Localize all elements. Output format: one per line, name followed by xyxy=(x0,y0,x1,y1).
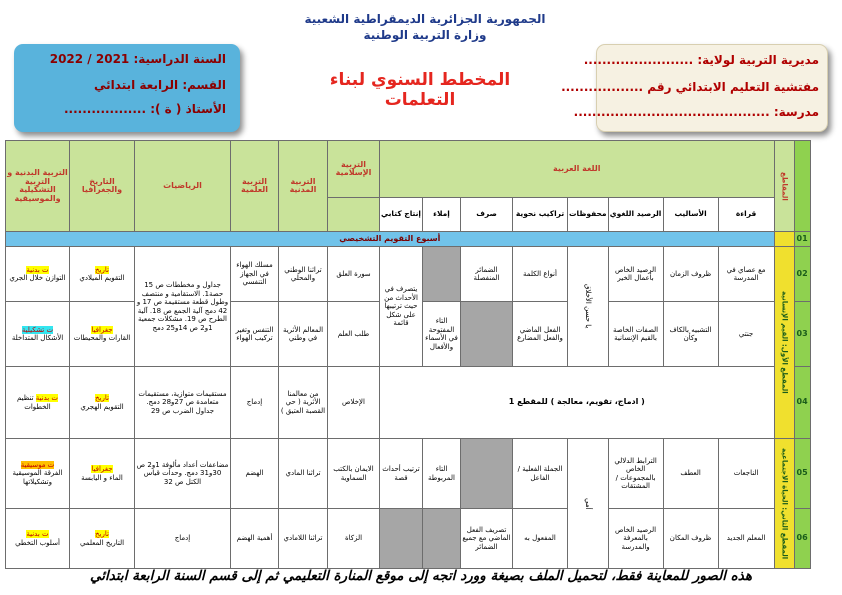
week-04-row xyxy=(6,367,811,439)
col-header-hist-geo: التاريخ والجغرافيا xyxy=(70,141,135,232)
hist-geo-cell xyxy=(70,302,135,367)
styles-cell: ظروف الزمان xyxy=(663,247,718,302)
inspectorate-line: مفتشية التعليم الابتدائي رقم .................. xyxy=(561,80,819,94)
pe-cell xyxy=(6,367,70,439)
week-number: 04 xyxy=(794,367,810,439)
reading-cell: جنتي xyxy=(718,302,774,367)
sub-header-syntax: تراكيب نحوية xyxy=(513,198,568,232)
pe-tag: ت بدنية xyxy=(35,394,59,402)
sub-header-reading: قراءة xyxy=(718,198,774,232)
islamic-cell: طلب العلم xyxy=(328,302,380,367)
math-cell: إدماج xyxy=(135,509,231,569)
morph-cell-empty xyxy=(461,439,513,509)
week-header-cell xyxy=(794,141,810,232)
sub-header-writing: إنتاج كتابي xyxy=(380,198,423,232)
school-info-box xyxy=(561,44,828,132)
writing-cell: يتصرف في الأحداث من حيث ترتيبها على شكل قائمة xyxy=(380,247,423,367)
reading-cell: الناجعات xyxy=(718,439,774,509)
islamic-cell: الإخلاص xyxy=(328,367,380,439)
directorate-line: مديرية التربية لولاية: ........................ xyxy=(583,53,819,67)
week-01-row xyxy=(6,232,811,247)
writing-cell: ترتيب أحداث قصة xyxy=(380,439,423,509)
vocab-cell: الرصيد الخاص بأعمال الخير xyxy=(608,247,663,302)
science-cell: مسلك الهواء في الجهاز التنفسي xyxy=(231,247,279,302)
col-header-civic: التربية المدنية xyxy=(279,141,328,232)
week-number: 01 xyxy=(794,232,810,247)
morph-cell: الضمائر المنفصلة xyxy=(461,247,513,302)
morph-cell: تصريف الفعل الماضي مع جميع الضمائر xyxy=(461,509,513,569)
segment-blank-01 xyxy=(774,232,794,247)
pe-topic: أسلوب التخطي xyxy=(15,538,60,547)
hist-geo-cell xyxy=(70,367,135,439)
teacher-line: الأستاذ ( ة ): .................. xyxy=(63,102,226,116)
pe-tag: ت بدنية xyxy=(26,530,49,538)
week-number: 06 xyxy=(794,509,810,569)
integration-cell: ( ادماج، تقويم، معالجة ) للمقطع 1 xyxy=(380,367,775,439)
pe-tag: ت تشكيلية xyxy=(21,325,54,334)
hist-geo-topic: القارات والمحيطات xyxy=(73,334,131,342)
week-number: 02 xyxy=(794,247,810,302)
col-header-science: التربية العلمية xyxy=(231,141,279,232)
syntax-cell: الجملة الفعلية / الفاعل xyxy=(513,439,568,509)
syntax-cell: المفعول به xyxy=(513,509,568,569)
pe-cell xyxy=(6,247,70,302)
vocab-cell: الصفات الخاصة بالقيم الإنسانية xyxy=(608,302,663,367)
science-cell: أهمية الهضم xyxy=(231,509,279,569)
page-title: المخطط السنوي لبناء التعلمات xyxy=(329,70,511,110)
pe-topic: التوازن خلال الجري xyxy=(9,274,66,282)
pe-tag: ت بدنية xyxy=(26,265,49,274)
school-line: مدرسة: ........................................... xyxy=(573,105,819,119)
pe-topic: تنظيم الخطوات xyxy=(16,394,51,411)
republic-heading: الجمهورية الجزائرية الديمقراطية الشعبية xyxy=(304,12,546,26)
memorize-cell: أمي xyxy=(568,439,609,569)
hist-geo-cell xyxy=(70,247,135,302)
civic-cell: تراثنا اللامادي xyxy=(279,509,328,569)
preview-notice-footer: هذه الصور للمعاينة فقط، لتحميل الملف بصيغة وورد اتجه إلى موقع المنارة التعليمي ثم إلى قسم السنة الرابعة ابتدائي xyxy=(90,568,752,584)
science-cell: التنفس وتغير تركيب الهواء xyxy=(231,302,279,367)
sub-header-dictation: إملاء xyxy=(423,198,461,232)
islamic-sub-blank xyxy=(328,198,380,232)
math-cell: جداول و مخططات ص 15 حصة1. الاستقامية و منتصف وطول قطعة مستقيمة ص 17 و 42 دمج آلية الجمع ص 18. آلية الطرح ص 19. مشكلات جمعية 1و2 ص 14و25 دمج xyxy=(135,247,231,367)
science-cell: الهضم xyxy=(231,439,279,509)
islamic-cell: الايمان بالكتب السماوية xyxy=(328,439,380,509)
sub-header-memorize: محفوظات xyxy=(568,198,609,232)
pe-cell xyxy=(6,439,70,509)
math-cell: مستقيمات متوازية، مستقيمات متعامدة ص 27و28 دمج. جداول الضرب ص 29 xyxy=(135,367,231,439)
col-header-segments: المقاطع xyxy=(774,141,794,232)
hist-geo-topic: التقويم الميلادي xyxy=(79,274,125,282)
civic-cell: تراثنا الوطني والمحلي xyxy=(279,247,328,302)
dictation-cell: التاء المربوطة xyxy=(423,439,461,509)
diagnostic-week-cell: أسبوع التقويم التشخيصي xyxy=(6,232,775,247)
pe-cell xyxy=(6,509,70,569)
sub-header-styles: الأساليب xyxy=(663,198,718,232)
dictation-cell: التاء المفتوحة في الأسماء والأفعال xyxy=(423,302,461,367)
week-06-row xyxy=(6,509,811,569)
header-row-main xyxy=(6,141,811,198)
hist-geo-cell xyxy=(70,439,135,509)
pe-topic: الفرقة الموسيقية وتشكيلاتها xyxy=(12,469,63,486)
vocab-cell: الترابط الدلالي الخاص بالمجموعات / المشتقات xyxy=(608,439,663,509)
hist-geo-tag: تاريخ xyxy=(95,394,109,402)
week-number: 03 xyxy=(794,302,810,367)
math-cell: مضاعفات أعداد مألوفة 1و2 ص 30و31 دمج. وحدات قياس الكتل ص 32 xyxy=(135,439,231,509)
hist-geo-tag: جغرافيا xyxy=(91,465,113,473)
reading-cell: المعلم الجديد xyxy=(718,509,774,569)
ministry-heading: وزارة التربية الوطنية xyxy=(363,28,487,42)
dictation-cell-empty xyxy=(423,247,461,302)
styles-cell: ظروف المكان xyxy=(663,509,718,569)
col-header-pe-arts: التربية البدنية و التربية التشكيلية والموسيقية xyxy=(6,141,70,232)
col-header-arabic: اللغة العربية xyxy=(380,141,775,198)
pe-cell xyxy=(6,302,70,367)
syntax-cell: أنواع الكلمة xyxy=(513,247,568,302)
class-line: القسم: الرابعة ابتدائي xyxy=(94,78,226,92)
hist-geo-tag: تاريخ xyxy=(95,530,109,538)
memorize-cell: يا حسن الأخلاق xyxy=(568,247,609,367)
morph-cell-empty xyxy=(461,302,513,367)
pe-topic: الأشكال المتداخلة xyxy=(11,334,64,342)
civic-cell: المعالم الأثرية في وطني xyxy=(279,302,328,367)
vocab-cell: الرصيد الخاص بالمعرفة والمدرسة xyxy=(608,509,663,569)
week-number: 05 xyxy=(794,439,810,509)
hist-geo-tag: جغرافيا xyxy=(91,325,113,334)
hist-geo-tag: تاريخ xyxy=(95,265,109,274)
class-info-box xyxy=(14,44,240,132)
sub-header-vocab: الرصيد اللغوي xyxy=(608,198,663,232)
hist-geo-topic: الماء و اليابسة xyxy=(81,473,123,482)
civic-cell: تراثنا المادي xyxy=(279,439,328,509)
segment-1-cell: المقطع الأول: القيم الإنسانية xyxy=(774,247,794,439)
col-header-math: الرياضيات xyxy=(135,141,231,232)
islamic-cell: سورة العلق xyxy=(328,247,380,302)
school-year-line: السنة الدراسية: 2021 / 2022 xyxy=(49,52,226,66)
sub-header-morph: صرف xyxy=(461,198,513,232)
hist-geo-topic: التاريخ المعلمي xyxy=(79,538,125,547)
week-02-row xyxy=(6,247,811,302)
writing-cell-empty xyxy=(380,509,423,569)
dictation-cell-empty xyxy=(423,509,461,569)
segment-2-cell: المقطع الثاني: الحياة الاجتماعية xyxy=(774,439,794,569)
annual-plan-table xyxy=(5,140,811,569)
col-header-islamic: التربية الإسلامية xyxy=(328,141,380,198)
hist-geo-topic: التقويم الهجري xyxy=(80,402,124,411)
reading-cell: مع عصاي في المدرسة xyxy=(718,247,774,302)
pe-tag: ت موسيقية xyxy=(20,460,55,469)
science-cell: إدماج xyxy=(231,367,279,439)
styles-cell: التشبيه بالكاف وكأن xyxy=(663,302,718,367)
week-05-row xyxy=(6,439,811,509)
islamic-cell: الزكاة xyxy=(328,509,380,569)
styles-cell: العطف xyxy=(663,439,718,509)
civic-cell: من معالمنا الأثرية ( حي القصبة العتيق ) xyxy=(279,367,328,439)
syntax-cell: الفعل الماضي والفعل المضارع xyxy=(513,302,568,367)
hist-geo-cell xyxy=(70,509,135,569)
